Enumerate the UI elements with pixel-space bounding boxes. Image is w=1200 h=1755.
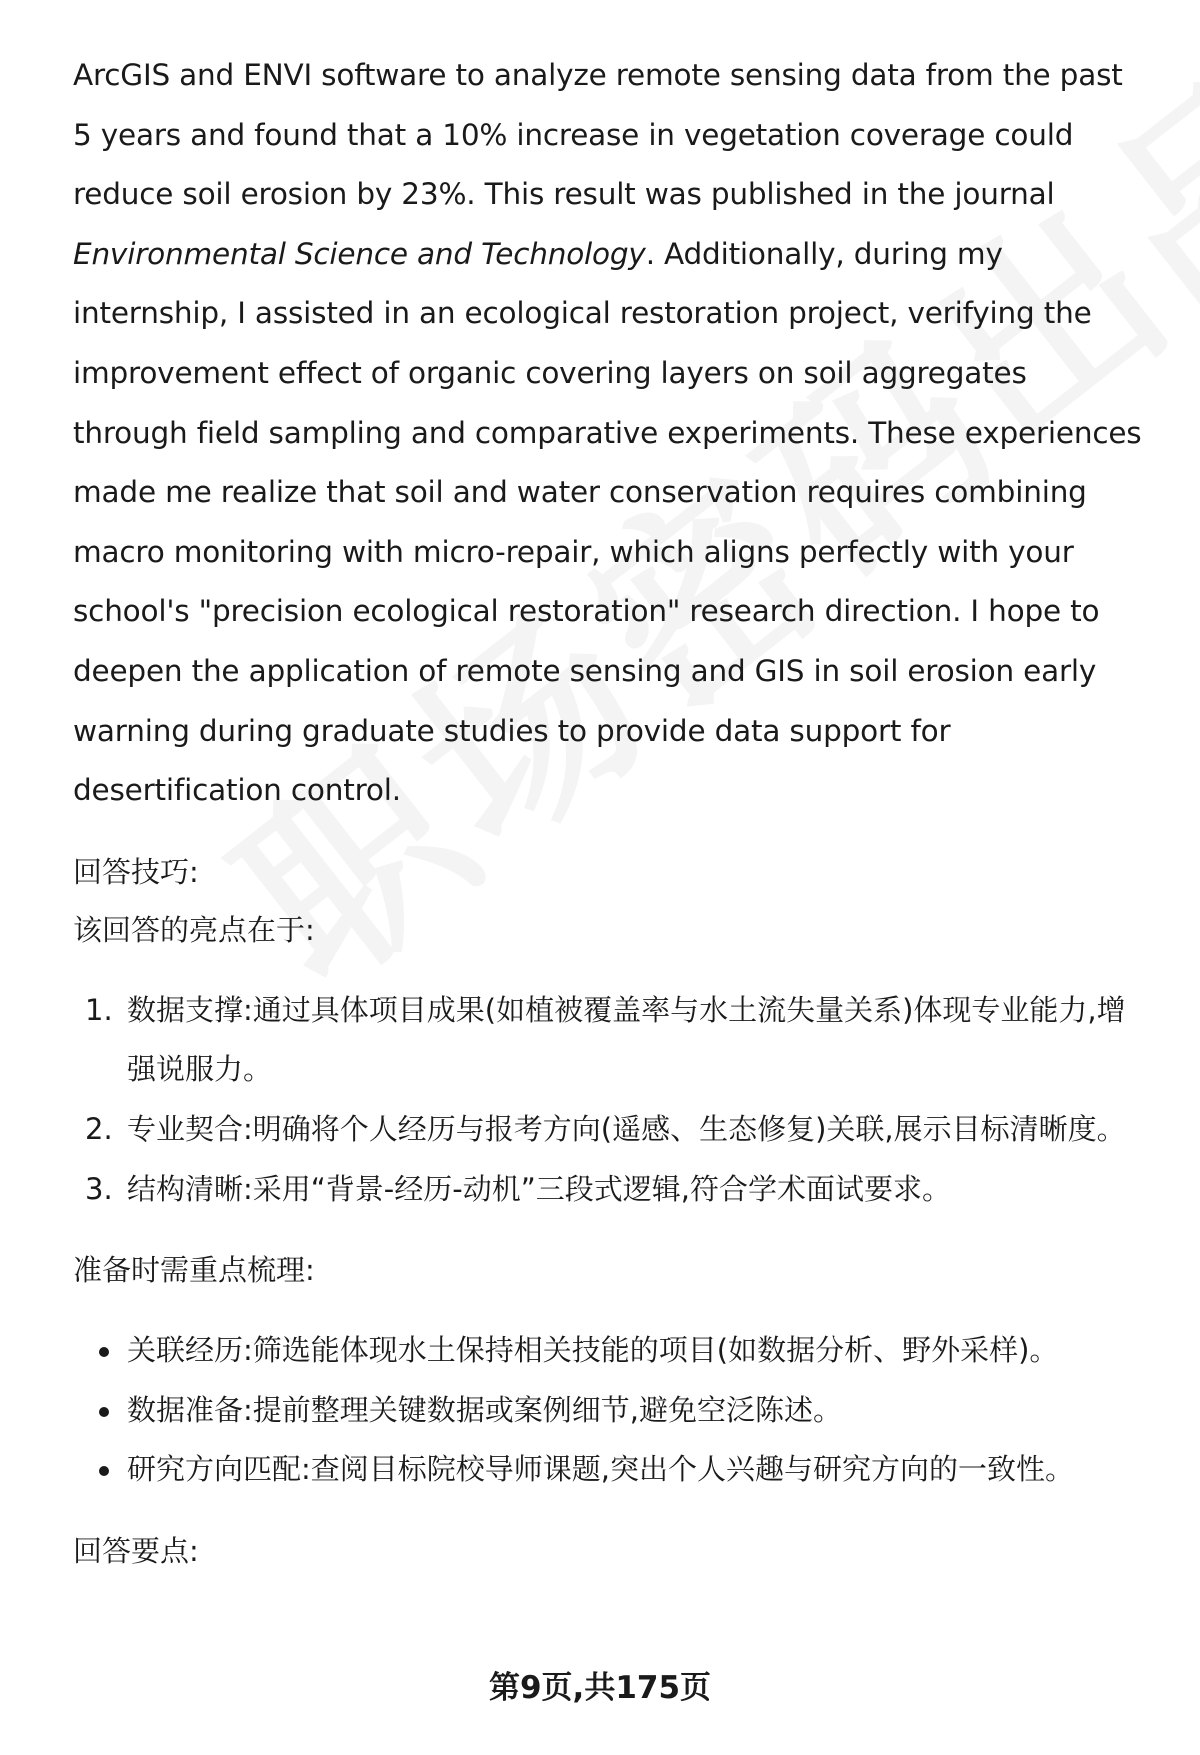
list-item-text: 数据准备:提前整理关键数据或案例细节,避免空泛陈述。 <box>127 1392 842 1427</box>
list-item <box>73 1100 1143 1160</box>
bullet-icon <box>99 1407 109 1417</box>
list-item <box>73 1160 1143 1220</box>
list-item-text: 结构清晰:采用“背景-经历-动机”三段式逻辑,符合学术面试要求。 <box>127 1171 951 1206</box>
bullet-icon <box>99 1347 109 1357</box>
highlights-heading: 该回答的亮点在于: <box>73 912 315 947</box>
list-item-text: 专业契合:明确将个人经历与报考方向(遥感、生态修复)关联,展示目标清晰度。 <box>127 1111 1126 1146</box>
list-number: 1. <box>85 992 113 1027</box>
answer-points-heading: 回答要点: <box>73 1533 199 1568</box>
paragraph-text-1: ArcGIS and ENVI software to analyze remote sensing data from the past 5 years and found that a 10% increase in vegetation coverage could reduce soil erosion by 23%. This result was published in the journal <box>73 58 1123 212</box>
prep-heading: 准备时需重点梳理: <box>73 1253 315 1288</box>
journal-name: Environmental Science and Technology <box>73 236 646 271</box>
paragraph-text-2: . Additionally, during my internship, I assisted in an ecological restoration project, verifying the improvement effect of organic covering layers on soil aggregates through field sampling and comparative experiments. These experiences made me realize that soil and water conservation requires combining macro monitoring with micro-repair, which aligns perfectly with your school's "precision ecological restoration" research direction. I hope to deepen the application of remote sensing and GIS in soil erosion early warning during graduate studies to provide data support for desertification control. <box>73 236 1142 808</box>
highlights-list <box>73 981 1143 1219</box>
list-item-text: 研究方向匹配:查阅目标院校导师课题,突出个人兴趣与研究方向的一致性。 <box>127 1452 1074 1487</box>
page-footer: 第9页,共175页 <box>488 1670 712 1706</box>
bullet-icon <box>99 1466 109 1476</box>
list-item <box>73 1440 1143 1500</box>
list-item-text: 关联经历:筛选能体现水土保持相关技能的项目(如数据分析、野外采样)。 <box>127 1333 1059 1368</box>
prep-list <box>73 1321 1143 1500</box>
list-item <box>73 1321 1143 1381</box>
list-number: 3. <box>85 1171 113 1206</box>
list-item <box>73 981 1143 1100</box>
list-item-text: 数据支撑:通过具体项目成果(如植被覆盖率与水土流失量关系)体现专业能力,增强说服力。 <box>127 992 1126 1087</box>
tips-heading: 回答技巧: <box>73 854 199 889</box>
list-number: 2. <box>85 1111 113 1146</box>
body-paragraph <box>73 46 1143 821</box>
document-page <box>73 46 1143 1580</box>
list-item <box>73 1381 1143 1441</box>
